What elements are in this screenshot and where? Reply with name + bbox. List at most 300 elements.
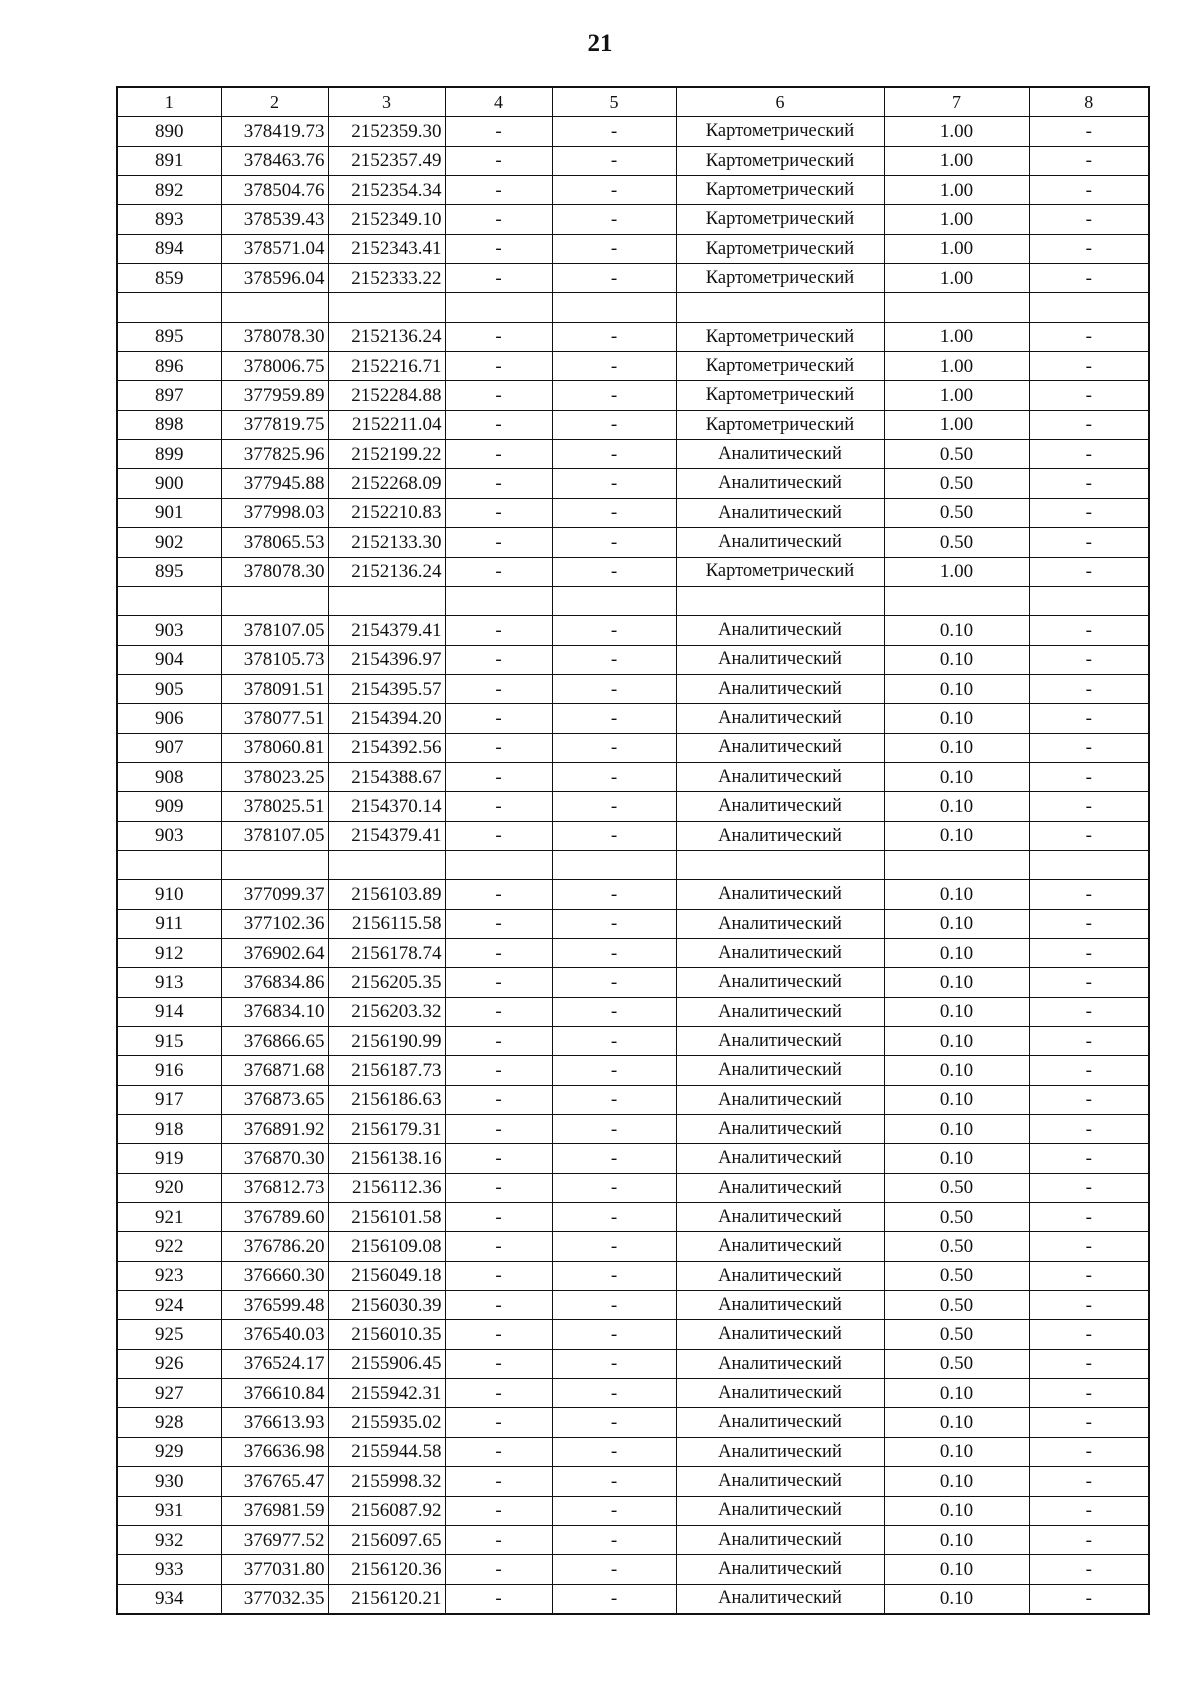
table-cell: 909 bbox=[117, 792, 221, 821]
table-cell: 0.10 bbox=[884, 1027, 1029, 1056]
table-cell: 0.10 bbox=[884, 1467, 1029, 1496]
table-cell: Аналитический bbox=[676, 704, 884, 733]
table-row bbox=[117, 498, 1149, 527]
table-cell: Аналитический bbox=[676, 674, 884, 703]
table-cell: - bbox=[1029, 968, 1149, 997]
table-cell: 893 bbox=[117, 205, 221, 234]
table-cell: 906 bbox=[117, 704, 221, 733]
column-header: 5 bbox=[552, 87, 676, 117]
table-cell: Аналитический bbox=[676, 1291, 884, 1320]
table-cell: 2156178.74 bbox=[328, 938, 445, 967]
table-cell: 2154379.41 bbox=[328, 616, 445, 645]
table-cell: 376812.73 bbox=[221, 1173, 328, 1202]
table-cell: 2156115.58 bbox=[328, 909, 445, 938]
table-cell: Аналитический bbox=[676, 938, 884, 967]
table-cell: - bbox=[1029, 117, 1149, 146]
table-row bbox=[117, 1525, 1149, 1554]
table-cell bbox=[552, 293, 676, 322]
table-cell: 0.10 bbox=[884, 792, 1029, 821]
table-cell: - bbox=[552, 880, 676, 909]
table-cell: 0.10 bbox=[884, 1437, 1029, 1466]
table-row bbox=[117, 1379, 1149, 1408]
table-cell: - bbox=[445, 909, 552, 938]
table-cell: 378504.76 bbox=[221, 176, 328, 205]
table-cell: - bbox=[552, 1173, 676, 1202]
table-cell: - bbox=[445, 557, 552, 586]
table-cell: 0.10 bbox=[884, 997, 1029, 1026]
table-cell: - bbox=[445, 1525, 552, 1554]
table-cell: Аналитический bbox=[676, 968, 884, 997]
table-cell: 2154395.57 bbox=[328, 674, 445, 703]
table-cell: - bbox=[445, 733, 552, 762]
table-row bbox=[117, 440, 1149, 469]
table-cell: 910 bbox=[117, 880, 221, 909]
table-cell: - bbox=[552, 352, 676, 381]
table-cell: - bbox=[445, 645, 552, 674]
table-cell: 2156087.92 bbox=[328, 1496, 445, 1525]
table-cell: 891 bbox=[117, 146, 221, 175]
table-cell: 0.10 bbox=[884, 762, 1029, 791]
table-cell: 897 bbox=[117, 381, 221, 410]
table-body bbox=[117, 117, 1149, 1614]
table-cell: 900 bbox=[117, 469, 221, 498]
table-cell: - bbox=[1029, 704, 1149, 733]
table-cell: - bbox=[552, 1496, 676, 1525]
table-cell: 916 bbox=[117, 1056, 221, 1085]
table-cell: 1.00 bbox=[884, 205, 1029, 234]
column-header: 3 bbox=[328, 87, 445, 117]
table-cell: 2155942.31 bbox=[328, 1379, 445, 1408]
table-cell: 0.10 bbox=[884, 821, 1029, 850]
table-cell: Аналитический bbox=[676, 1203, 884, 1232]
table-cell: - bbox=[445, 1320, 552, 1349]
table-cell: 890 bbox=[117, 117, 221, 146]
table-cell bbox=[221, 850, 328, 879]
table-cell: - bbox=[552, 440, 676, 469]
table-row bbox=[117, 528, 1149, 557]
table-cell: Аналитический bbox=[676, 528, 884, 557]
table-cell: 0.10 bbox=[884, 880, 1029, 909]
column-header: 7 bbox=[884, 87, 1029, 117]
table-cell bbox=[676, 293, 884, 322]
table-cell: - bbox=[552, 528, 676, 557]
table-cell: 928 bbox=[117, 1408, 221, 1437]
table-cell: 378023.25 bbox=[221, 762, 328, 791]
table-row bbox=[117, 322, 1149, 351]
table-cell: 0.50 bbox=[884, 498, 1029, 527]
table-cell: - bbox=[1029, 469, 1149, 498]
table-cell: 903 bbox=[117, 821, 221, 850]
table-cell: - bbox=[552, 1056, 676, 1085]
table-cell: - bbox=[552, 146, 676, 175]
table-cell: 378091.51 bbox=[221, 674, 328, 703]
table-cell: 2156120.21 bbox=[328, 1584, 445, 1614]
table-row bbox=[117, 352, 1149, 381]
table-cell: - bbox=[1029, 938, 1149, 967]
table-row bbox=[117, 557, 1149, 586]
table-cell: 2152359.30 bbox=[328, 117, 445, 146]
table-row bbox=[117, 1144, 1149, 1173]
table-row bbox=[117, 469, 1149, 498]
table-cell: 898 bbox=[117, 410, 221, 439]
table-cell: 376660.30 bbox=[221, 1261, 328, 1290]
table-cell: - bbox=[445, 762, 552, 791]
table-cell: 376977.52 bbox=[221, 1525, 328, 1554]
table-cell: 376870.30 bbox=[221, 1144, 328, 1173]
table-row bbox=[117, 1291, 1149, 1320]
table-cell: 934 bbox=[117, 1584, 221, 1614]
table-cell: - bbox=[1029, 1379, 1149, 1408]
table-cell: Аналитический bbox=[676, 616, 884, 645]
table-cell: 0.10 bbox=[884, 1555, 1029, 1584]
table-cell bbox=[676, 586, 884, 615]
table-cell bbox=[445, 850, 552, 879]
table-cell: 921 bbox=[117, 1203, 221, 1232]
table-cell: - bbox=[1029, 1203, 1149, 1232]
table-row bbox=[117, 1056, 1149, 1085]
table-cell: - bbox=[1029, 1291, 1149, 1320]
table-cell: 378571.04 bbox=[221, 234, 328, 263]
table-cell: 2152349.10 bbox=[328, 205, 445, 234]
table-cell: - bbox=[445, 498, 552, 527]
table-cell: - bbox=[552, 234, 676, 263]
table-cell: Аналитический bbox=[676, 645, 884, 674]
table-cell: 1.00 bbox=[884, 176, 1029, 205]
table-cell: - bbox=[552, 616, 676, 645]
table-cell: - bbox=[1029, 322, 1149, 351]
table-cell: - bbox=[445, 469, 552, 498]
table-cell: 377819.75 bbox=[221, 410, 328, 439]
table-cell: Аналитический bbox=[676, 821, 884, 850]
table-cell: 914 bbox=[117, 997, 221, 1026]
table-cell bbox=[117, 850, 221, 879]
table-cell: - bbox=[1029, 381, 1149, 410]
table-cell: 1.00 bbox=[884, 234, 1029, 263]
table-row bbox=[117, 1232, 1149, 1261]
table-cell: 0.10 bbox=[884, 645, 1029, 674]
table-cell: - bbox=[1029, 205, 1149, 234]
table-cell: - bbox=[1029, 498, 1149, 527]
table-cell: - bbox=[552, 117, 676, 146]
table-cell: - bbox=[445, 146, 552, 175]
table-cell: - bbox=[1029, 674, 1149, 703]
table-cell: 2154392.56 bbox=[328, 733, 445, 762]
table-cell: 896 bbox=[117, 352, 221, 381]
table-cell: 1.00 bbox=[884, 264, 1029, 293]
table-cell: - bbox=[552, 674, 676, 703]
table-cell: Аналитический bbox=[676, 440, 884, 469]
table-cell: 377998.03 bbox=[221, 498, 328, 527]
table-cell: 376613.93 bbox=[221, 1408, 328, 1437]
table-cell: 924 bbox=[117, 1291, 221, 1320]
table-cell: - bbox=[1029, 234, 1149, 263]
table-cell: - bbox=[552, 498, 676, 527]
table-cell: Картометрический bbox=[676, 352, 884, 381]
table-cell: 0.10 bbox=[884, 704, 1029, 733]
table-cell: 2152284.88 bbox=[328, 381, 445, 410]
table-cell: 378105.73 bbox=[221, 645, 328, 674]
table-cell: - bbox=[552, 1027, 676, 1056]
table-cell: - bbox=[445, 938, 552, 967]
table-cell: 892 bbox=[117, 176, 221, 205]
table-cell: 2156030.39 bbox=[328, 1291, 445, 1320]
table-cell: 915 bbox=[117, 1027, 221, 1056]
table-cell: 2152216.71 bbox=[328, 352, 445, 381]
table-cell: - bbox=[552, 1437, 676, 1466]
table-cell: 2152333.22 bbox=[328, 264, 445, 293]
table-cell: - bbox=[1029, 176, 1149, 205]
table-cell: 2154388.67 bbox=[328, 762, 445, 791]
table-cell bbox=[328, 586, 445, 615]
table-cell: - bbox=[1029, 1467, 1149, 1496]
table-cell: - bbox=[552, 264, 676, 293]
table-cell: 0.10 bbox=[884, 1408, 1029, 1437]
table-cell: - bbox=[552, 322, 676, 351]
table-cell: Аналитический bbox=[676, 1496, 884, 1525]
table-row bbox=[117, 146, 1149, 175]
table-cell: - bbox=[1029, 733, 1149, 762]
table-cell: - bbox=[552, 410, 676, 439]
table-cell: 376866.65 bbox=[221, 1027, 328, 1056]
table-cell: 894 bbox=[117, 234, 221, 263]
table-cell: - bbox=[1029, 528, 1149, 557]
table-cell: - bbox=[1029, 557, 1149, 586]
table-cell: 902 bbox=[117, 528, 221, 557]
table-row bbox=[117, 410, 1149, 439]
header-row bbox=[117, 87, 1149, 117]
table-cell: Аналитический bbox=[676, 1144, 884, 1173]
table-cell: - bbox=[445, 674, 552, 703]
table-cell: - bbox=[552, 1291, 676, 1320]
table-cell: 0.10 bbox=[884, 1584, 1029, 1614]
table-cell: 903 bbox=[117, 616, 221, 645]
table-cell: 917 bbox=[117, 1085, 221, 1114]
table-cell: Аналитический bbox=[676, 1467, 884, 1496]
table-cell: 926 bbox=[117, 1349, 221, 1378]
table-cell: 920 bbox=[117, 1173, 221, 1202]
table-cell: Аналитический bbox=[676, 1408, 884, 1437]
table-cell bbox=[221, 293, 328, 322]
table-cell: 2156138.16 bbox=[328, 1144, 445, 1173]
table-cell: Аналитический bbox=[676, 1027, 884, 1056]
table-cell: Аналитический bbox=[676, 733, 884, 762]
table-cell: 376765.47 bbox=[221, 1467, 328, 1496]
table-row bbox=[117, 968, 1149, 997]
table-cell: Аналитический bbox=[676, 762, 884, 791]
table-cell: - bbox=[445, 821, 552, 850]
table-cell bbox=[884, 293, 1029, 322]
table-cell: 923 bbox=[117, 1261, 221, 1290]
table-cell: Аналитический bbox=[676, 1437, 884, 1466]
table-row bbox=[117, 1555, 1149, 1584]
table-cell: - bbox=[445, 528, 552, 557]
table-cell: - bbox=[445, 1437, 552, 1466]
table-cell bbox=[884, 850, 1029, 879]
table-cell: Картометрический bbox=[676, 234, 884, 263]
table-row bbox=[117, 1349, 1149, 1378]
table-cell: 378077.51 bbox=[221, 704, 328, 733]
table-cell: - bbox=[445, 968, 552, 997]
table-cell: 859 bbox=[117, 264, 221, 293]
column-header: 1 bbox=[117, 87, 221, 117]
table-cell: 378107.05 bbox=[221, 616, 328, 645]
table-cell: Аналитический bbox=[676, 1085, 884, 1114]
table-cell: Аналитический bbox=[676, 1232, 884, 1261]
table-cell: 1.00 bbox=[884, 410, 1029, 439]
table-cell: 2152211.04 bbox=[328, 410, 445, 439]
table-cell: - bbox=[1029, 1349, 1149, 1378]
table-cell: 2156103.89 bbox=[328, 880, 445, 909]
table-cell: 0.10 bbox=[884, 1525, 1029, 1554]
table-cell: - bbox=[1029, 1584, 1149, 1614]
table-cell bbox=[1029, 293, 1149, 322]
table-cell: - bbox=[1029, 1437, 1149, 1466]
table-cell: 377945.88 bbox=[221, 469, 328, 498]
table-cell: 895 bbox=[117, 557, 221, 586]
table-cell: 376599.48 bbox=[221, 1291, 328, 1320]
table-cell: 1.00 bbox=[884, 117, 1029, 146]
table-cell: 2156097.65 bbox=[328, 1525, 445, 1554]
table-cell: - bbox=[445, 1555, 552, 1584]
table-cell: 919 bbox=[117, 1144, 221, 1173]
table-cell: - bbox=[552, 205, 676, 234]
column-header: 2 bbox=[221, 87, 328, 117]
table-cell: - bbox=[1029, 264, 1149, 293]
table-cell: - bbox=[445, 1173, 552, 1202]
table-cell: 2154379.41 bbox=[328, 821, 445, 850]
table-cell: 0.50 bbox=[884, 1261, 1029, 1290]
table-cell: 0.50 bbox=[884, 440, 1029, 469]
table-cell: 376873.65 bbox=[221, 1085, 328, 1114]
table-cell: - bbox=[552, 704, 676, 733]
table-cell: Аналитический bbox=[676, 1555, 884, 1584]
table-cell: - bbox=[445, 1408, 552, 1437]
table-cell: 376871.68 bbox=[221, 1056, 328, 1085]
table-cell: - bbox=[445, 117, 552, 146]
table-cell: 378078.30 bbox=[221, 557, 328, 586]
table-cell: - bbox=[445, 440, 552, 469]
table-cell: 895 bbox=[117, 322, 221, 351]
table-cell: 933 bbox=[117, 1555, 221, 1584]
table-cell: - bbox=[445, 205, 552, 234]
table-cell: 2155944.58 bbox=[328, 1437, 445, 1466]
table-row bbox=[117, 234, 1149, 263]
table-cell: Аналитический bbox=[676, 1525, 884, 1554]
table-cell: - bbox=[1029, 1408, 1149, 1437]
table-cell: 2156190.99 bbox=[328, 1027, 445, 1056]
table-cell: 929 bbox=[117, 1437, 221, 1466]
table-cell: - bbox=[445, 616, 552, 645]
table-cell: - bbox=[445, 176, 552, 205]
table-cell: Аналитический bbox=[676, 997, 884, 1026]
table-cell: - bbox=[1029, 821, 1149, 850]
table-row bbox=[117, 117, 1149, 146]
table-cell: Картометрический bbox=[676, 264, 884, 293]
table-cell: 376636.98 bbox=[221, 1437, 328, 1466]
table-cell: 377102.36 bbox=[221, 909, 328, 938]
table-row bbox=[117, 909, 1149, 938]
table-cell: Аналитический bbox=[676, 1115, 884, 1144]
table-cell: 0.50 bbox=[884, 1291, 1029, 1320]
table-cell: - bbox=[445, 1232, 552, 1261]
table-cell: Аналитический bbox=[676, 1379, 884, 1408]
table-cell: - bbox=[445, 1349, 552, 1378]
table-cell: Аналитический bbox=[676, 909, 884, 938]
table-cell: 376902.64 bbox=[221, 938, 328, 967]
table-cell: 0.10 bbox=[884, 938, 1029, 967]
separator-row bbox=[117, 586, 1149, 615]
table-cell: 2156186.63 bbox=[328, 1085, 445, 1114]
table-cell: Картометрический bbox=[676, 205, 884, 234]
table-cell: - bbox=[552, 1584, 676, 1614]
table-row bbox=[117, 1261, 1149, 1290]
table-cell: 1.00 bbox=[884, 322, 1029, 351]
table-cell: 913 bbox=[117, 968, 221, 997]
table-cell: - bbox=[445, 1085, 552, 1114]
table-cell: Аналитический bbox=[676, 469, 884, 498]
table-cell: - bbox=[445, 1584, 552, 1614]
table-cell: - bbox=[552, 1085, 676, 1114]
table-cell: Аналитический bbox=[676, 498, 884, 527]
table-cell bbox=[552, 586, 676, 615]
table-cell: 2152133.30 bbox=[328, 528, 445, 557]
table-cell: 905 bbox=[117, 674, 221, 703]
table-cell: - bbox=[445, 1379, 552, 1408]
table-cell: 378463.76 bbox=[221, 146, 328, 175]
table-cell: - bbox=[1029, 352, 1149, 381]
table-cell: 376789.60 bbox=[221, 1203, 328, 1232]
table-cell: - bbox=[552, 1261, 676, 1290]
table-cell: - bbox=[1029, 440, 1149, 469]
table-cell: 376834.86 bbox=[221, 968, 328, 997]
table-cell: 378419.73 bbox=[221, 117, 328, 146]
table-cell: - bbox=[1029, 146, 1149, 175]
table-cell: 2155935.02 bbox=[328, 1408, 445, 1437]
table-cell: - bbox=[1029, 616, 1149, 645]
table-row bbox=[117, 792, 1149, 821]
table-cell: - bbox=[1029, 1085, 1149, 1114]
table-cell: Картометрический bbox=[676, 557, 884, 586]
table-cell: 377099.37 bbox=[221, 880, 328, 909]
table-cell: - bbox=[445, 322, 552, 351]
table-cell: Картометрический bbox=[676, 176, 884, 205]
table-cell: 0.50 bbox=[884, 1173, 1029, 1202]
table-cell: - bbox=[552, 997, 676, 1026]
column-header: 8 bbox=[1029, 87, 1149, 117]
table-cell: - bbox=[445, 1115, 552, 1144]
table-cell: - bbox=[1029, 1115, 1149, 1144]
table-cell: - bbox=[445, 1203, 552, 1232]
table-cell bbox=[328, 850, 445, 879]
table-cell: 2152136.24 bbox=[328, 557, 445, 586]
table-cell: 378060.81 bbox=[221, 733, 328, 762]
table-cell: 376524.17 bbox=[221, 1349, 328, 1378]
table-cell: 0.50 bbox=[884, 469, 1029, 498]
table-cell: 932 bbox=[117, 1525, 221, 1554]
table-row bbox=[117, 1203, 1149, 1232]
table-cell: 911 bbox=[117, 909, 221, 938]
table-cell: - bbox=[445, 997, 552, 1026]
table-cell: 0.10 bbox=[884, 1496, 1029, 1525]
table-cell: 378025.51 bbox=[221, 792, 328, 821]
table-cell: - bbox=[1029, 1261, 1149, 1290]
table-cell: - bbox=[445, 410, 552, 439]
table-cell: 904 bbox=[117, 645, 221, 674]
page-number: 21 bbox=[587, 30, 613, 57]
table-cell bbox=[445, 293, 552, 322]
table-cell: - bbox=[552, 1349, 676, 1378]
column-header: 6 bbox=[676, 87, 884, 117]
